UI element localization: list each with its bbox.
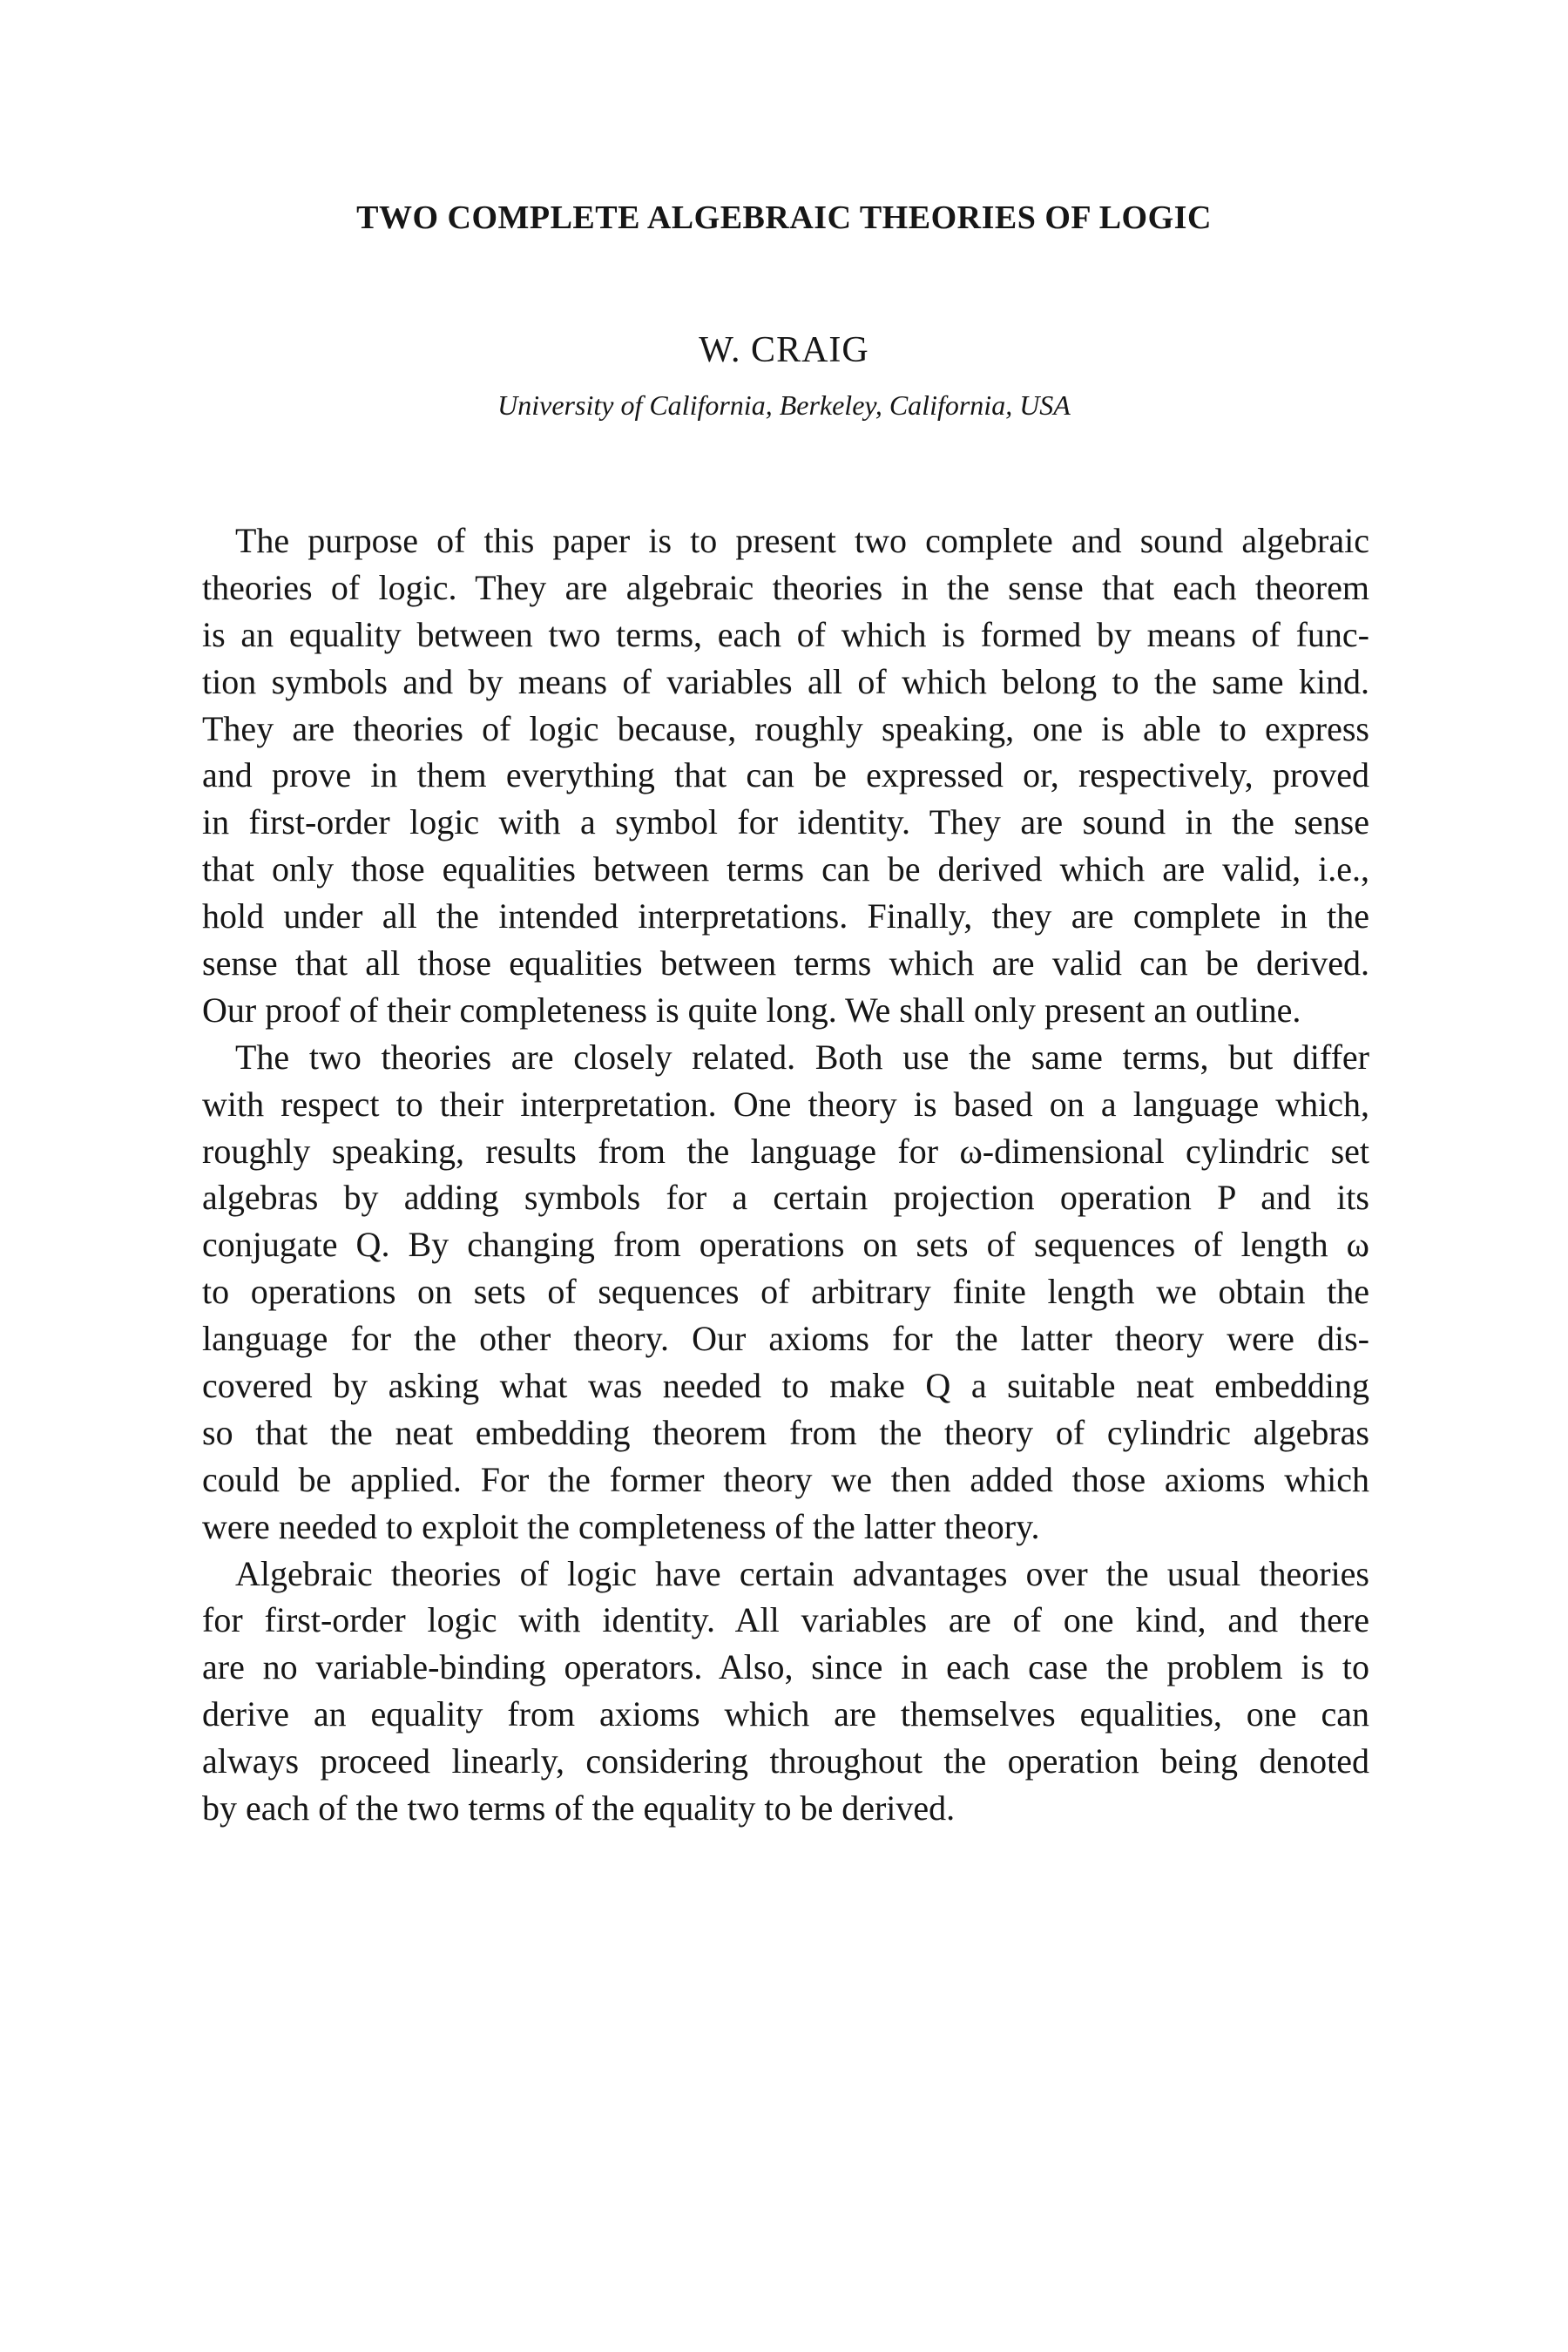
text-line: to operations on sets of sequences of arbitrary finite length we obtain the [202, 1272, 1369, 1312]
text-line: theories of logic. They are algebraic theories in the sense that each theorem [202, 567, 1369, 607]
text-line: The two theories are closely related. Both use the same terms, but differ [235, 1037, 1369, 1077]
paragraph-2 [202, 1034, 1369, 1551]
paragraph-3 [202, 1551, 1369, 1832]
text-line: and prove in them everything that can be expressed or, respectively, proved [202, 755, 1369, 795]
text-line: sense that all those equalities between terms which are valid can be derived. [202, 943, 1369, 983]
text-line: algebras by adding symbols for a certain projection operation P and its [202, 1178, 1369, 1218]
text-line: covered by asking what was needed to make Q a suitable neat embedding [202, 1366, 1369, 1406]
text-line: Our proof of their completeness is quite long. We shall only present an outline. [202, 990, 1301, 1030]
text-line: that only those equalities between terms can be derived which are valid, i.e., [202, 849, 1369, 889]
text-line: are no variable-binding operators. Also, since in each case the problem is to [202, 1647, 1369, 1687]
text-line: could be applied. For the former theory we then added those axioms which [202, 1459, 1369, 1499]
text-line: derive an equality from axioms which are themselves equalities, one can [202, 1694, 1369, 1734]
text-line: language for the other theory. Our axioms for the latter theory were dis- [202, 1319, 1369, 1359]
text-line: always proceed linearly, considering throughout the operation being denoted [202, 1741, 1369, 1781]
text-line: conjugate Q. By changing from operations on sets of sequences of length ω [202, 1225, 1369, 1265]
paper-title: TWO COMPLETE ALGEBRAIC THEORIES OF LOGIC [356, 199, 1212, 236]
text-line: with respect to their interpretation. One theory is based on a language which, [202, 1084, 1369, 1124]
text-line: were needed to exploit the completeness of the latter theory. [202, 1506, 1040, 1546]
text-line: by each of the two terms of the equality to be derived. [202, 1788, 956, 1828]
paragraph-1 [202, 517, 1369, 1034]
text-line: in first-order logic with a symbol for identity. They are sound in the sense [202, 802, 1369, 842]
text-line: so that the neat embedding theorem from the theory of cylindric algebras [202, 1412, 1369, 1452]
text-line: The purpose of this paper is to present two complete and sound algebraic [235, 521, 1369, 560]
author-affiliation: University of California, Berkeley, California, USA [497, 389, 1071, 421]
author-name: W. CRAIG [699, 330, 869, 370]
text-line: is an equality between two terms, each of which is formed by means of func- [202, 614, 1369, 654]
text-line: tion symbols and by means of variables all of which belong to the same kind. [202, 661, 1369, 701]
paper-body [202, 517, 1369, 1832]
text-line: hold under all the intended interpretations. Finally, they are complete in the [202, 896, 1369, 936]
text-line: They are theories of logic because, roughly speaking, one is able to express [202, 708, 1369, 748]
text-line: Algebraic theories of logic have certain advantages over the usual theories [235, 1553, 1369, 1593]
text-line: for first-order logic with identity. All variables are of one kind, and there [202, 1600, 1369, 1640]
text-line: roughly speaking, results from the language for ω-dimensional cylindric set [202, 1131, 1369, 1171]
